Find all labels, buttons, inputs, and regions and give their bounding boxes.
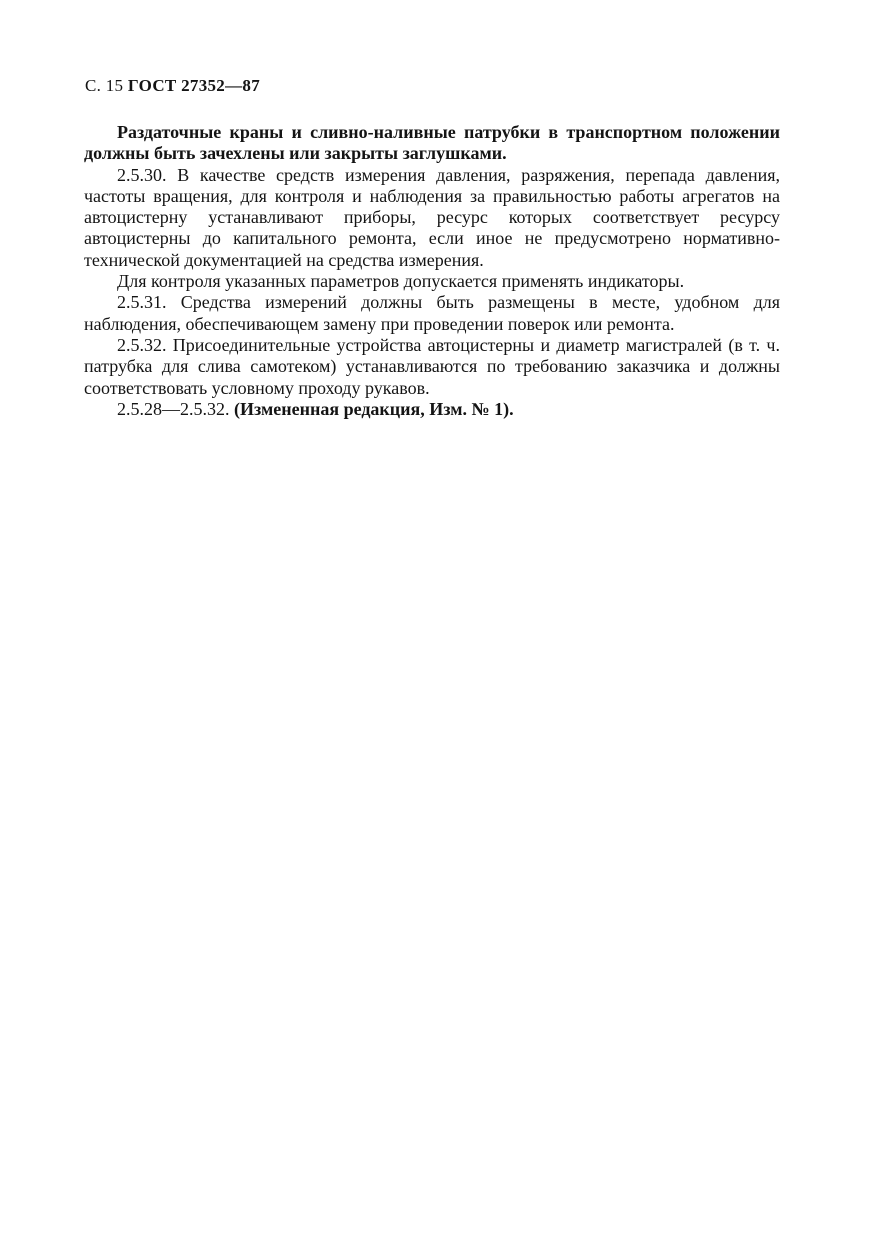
paragraph-2-5-32: 2.5.32. Присоединительные устройства автоцистерны и диаметр магистралей (в т. ч. патрубка для слива самотеком) устанавливаются по требованию заказчика и должны соответствовать условному проходу рукавов. [84,334,780,398]
page-header [85,76,260,96]
paragraph-2-5-30: 2.5.30. В качестве средств измерения давления, разряжения, перепада давления, частоты вращения, для контроля и наблюдения за правильностью работы агрегатов на автоцистерну устанавливают приборы, ресурс которых соответствует ресурсу автоцистерны до капитального ремонта, если иное не предусмотрено нормативно-технической документацией на средства измерения. [84,164,780,270]
amendment-range: 2.5.28—2.5.32. [117,398,230,419]
standard-designation: ГОСТ 27352—87 [127,76,260,95]
paragraph-transport-position: Раздаточные краны и сливно-наливные патрубки в транспортном положении должны быть зачехлены или закрыты заглушками. [84,122,780,164]
amendment-text: (Измененная редакция, Изм. № 1). [234,398,514,419]
paragraph-indicators: Для контроля указанных параметров допускается применять индикаторы. [117,271,685,292]
document-body [84,122,780,420]
paragraph-2-5-31: 2.5.31. Средства измерений должны быть размещены в месте, удобном для наблюдения, обеспечивающем замену при проведении поверок или ремонта. [84,292,780,334]
page-number: С. 15 [85,76,124,95]
amendment-note [84,399,780,420]
